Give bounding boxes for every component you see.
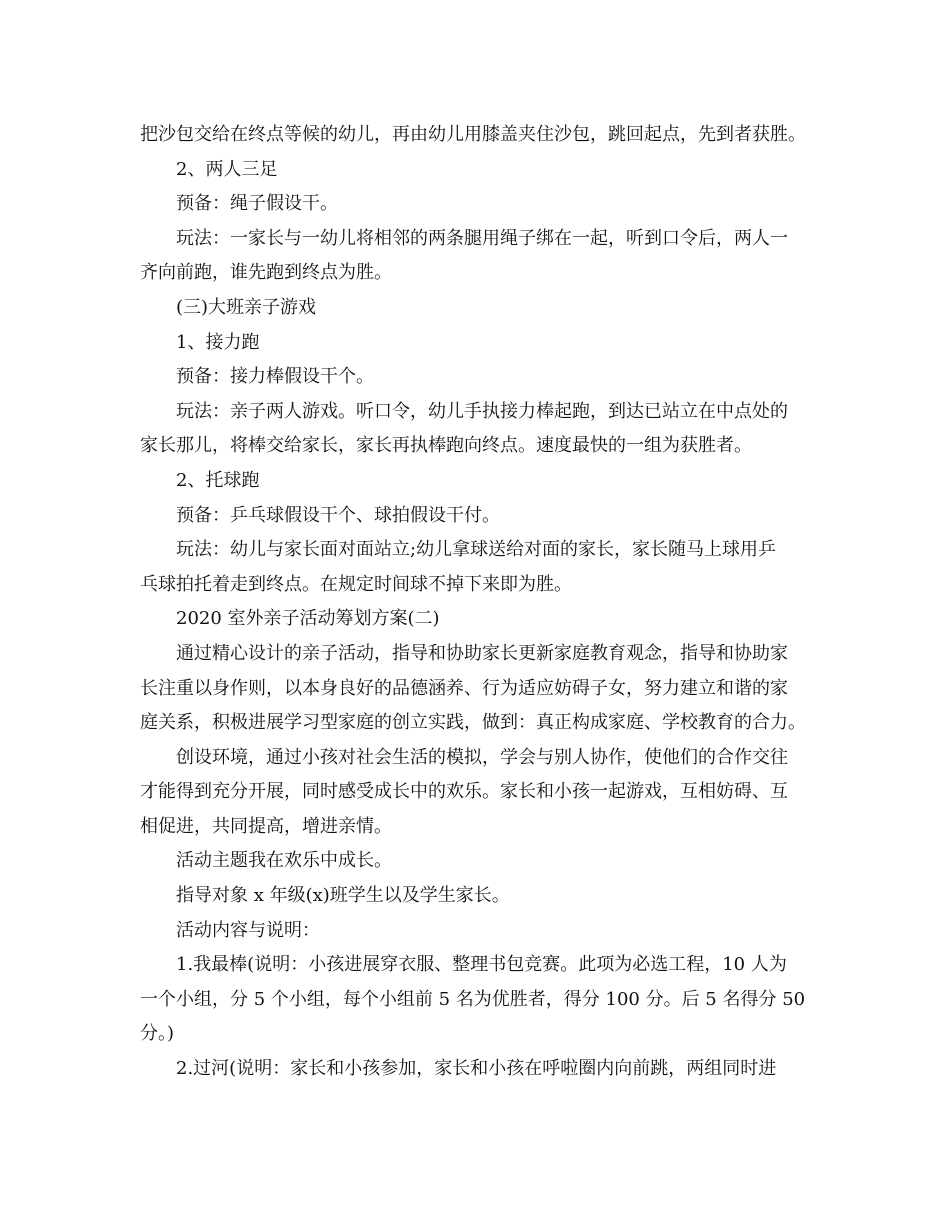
text-line: 活动内容与说明：	[176, 919, 320, 941]
document-body	[140, 118, 830, 1087]
text-line: 指导对象 x 年级(x)班学生以及学生家长。	[176, 885, 510, 907]
text-line: 乓球拍托着走到终点。在规定时间球不掉下来即为胜。	[140, 573, 572, 595]
text-line: 玩法：一家长与一幼儿将相邻的两条腿用绳子绑在一起，听到口令后，两人一	[176, 227, 788, 249]
text-line: 2.过河(说明：家长和小孩参加，家长和小孩在呼啦圈内向前跳，两组同时进	[176, 1058, 777, 1080]
text-line: 庭关系，积极进展学习型家庭的创立实践，做到：真正构成家庭、学校教育的合力。	[140, 712, 806, 734]
text-line: (三)大班亲子游戏	[176, 296, 317, 318]
text-line: 分。)	[140, 1023, 175, 1045]
text-line: 2020 室外亲子活动筹划方案(二)	[176, 608, 440, 630]
text-line: 齐向前跑，谁先跑到终点为胜。	[140, 262, 392, 284]
text-line: 长注重以身作则，以本身良好的品德涵养、行为适应妨碍子女，努力建立和谐的家	[140, 677, 788, 699]
text-line: 预备：接力棒假设干个。	[176, 366, 374, 388]
text-line: 相促进，共同提高，增进亲情。	[140, 815, 392, 837]
text-line: 通过精心设计的亲子活动，指导和协助家长更新家庭教育观念，指导和协助家	[176, 642, 788, 664]
text-line: 2、两人三足	[176, 158, 278, 180]
text-line: 玩法：亲子两人游戏。听口令，幼儿手执接力棒起跑，到达已站立在中点处的	[176, 400, 788, 422]
text-line: 1、接力跑	[176, 331, 260, 353]
text-line: 才能得到充分开展，同时感受成长中的欢乐。家长和小孩一起游戏，互相妨碍、互	[140, 781, 788, 803]
text-line: 活动主题我在欢乐中成长。	[176, 850, 392, 872]
text-line: 预备：乒乓球假设干个、球拍假设干付。	[176, 504, 500, 526]
text-line: 家长那儿，将棒交给家长，家长再执棒跑向终点。速度最快的一组为获胜者。	[140, 435, 752, 457]
text-line: 1.我最棒(说明：小孩进展穿衣服、整理书包竞赛。此项为必选工程，10 人为	[176, 954, 787, 976]
text-line: 2、托球跑	[176, 469, 260, 491]
text-line: 玩法：幼儿与家长面对面站立;幼儿拿球送给对面的家长，家长随马上球用乒	[176, 539, 777, 561]
text-line: 一个小组，分 5 个小组，每个小组前 5 名为优胜者，得分 100 分。后 5 名得分 50	[140, 988, 806, 1010]
text-line: 创设环境，通过小孩对社会生活的模拟，学会与别人协作，使他们的合作交往	[176, 746, 788, 768]
text-line: 预备：绳子假设干。	[176, 193, 338, 215]
text-line: 把沙包交给在终点等候的幼儿，再由幼儿用膝盖夹住沙包，跳回起点，先到者获胜。	[140, 124, 806, 145]
